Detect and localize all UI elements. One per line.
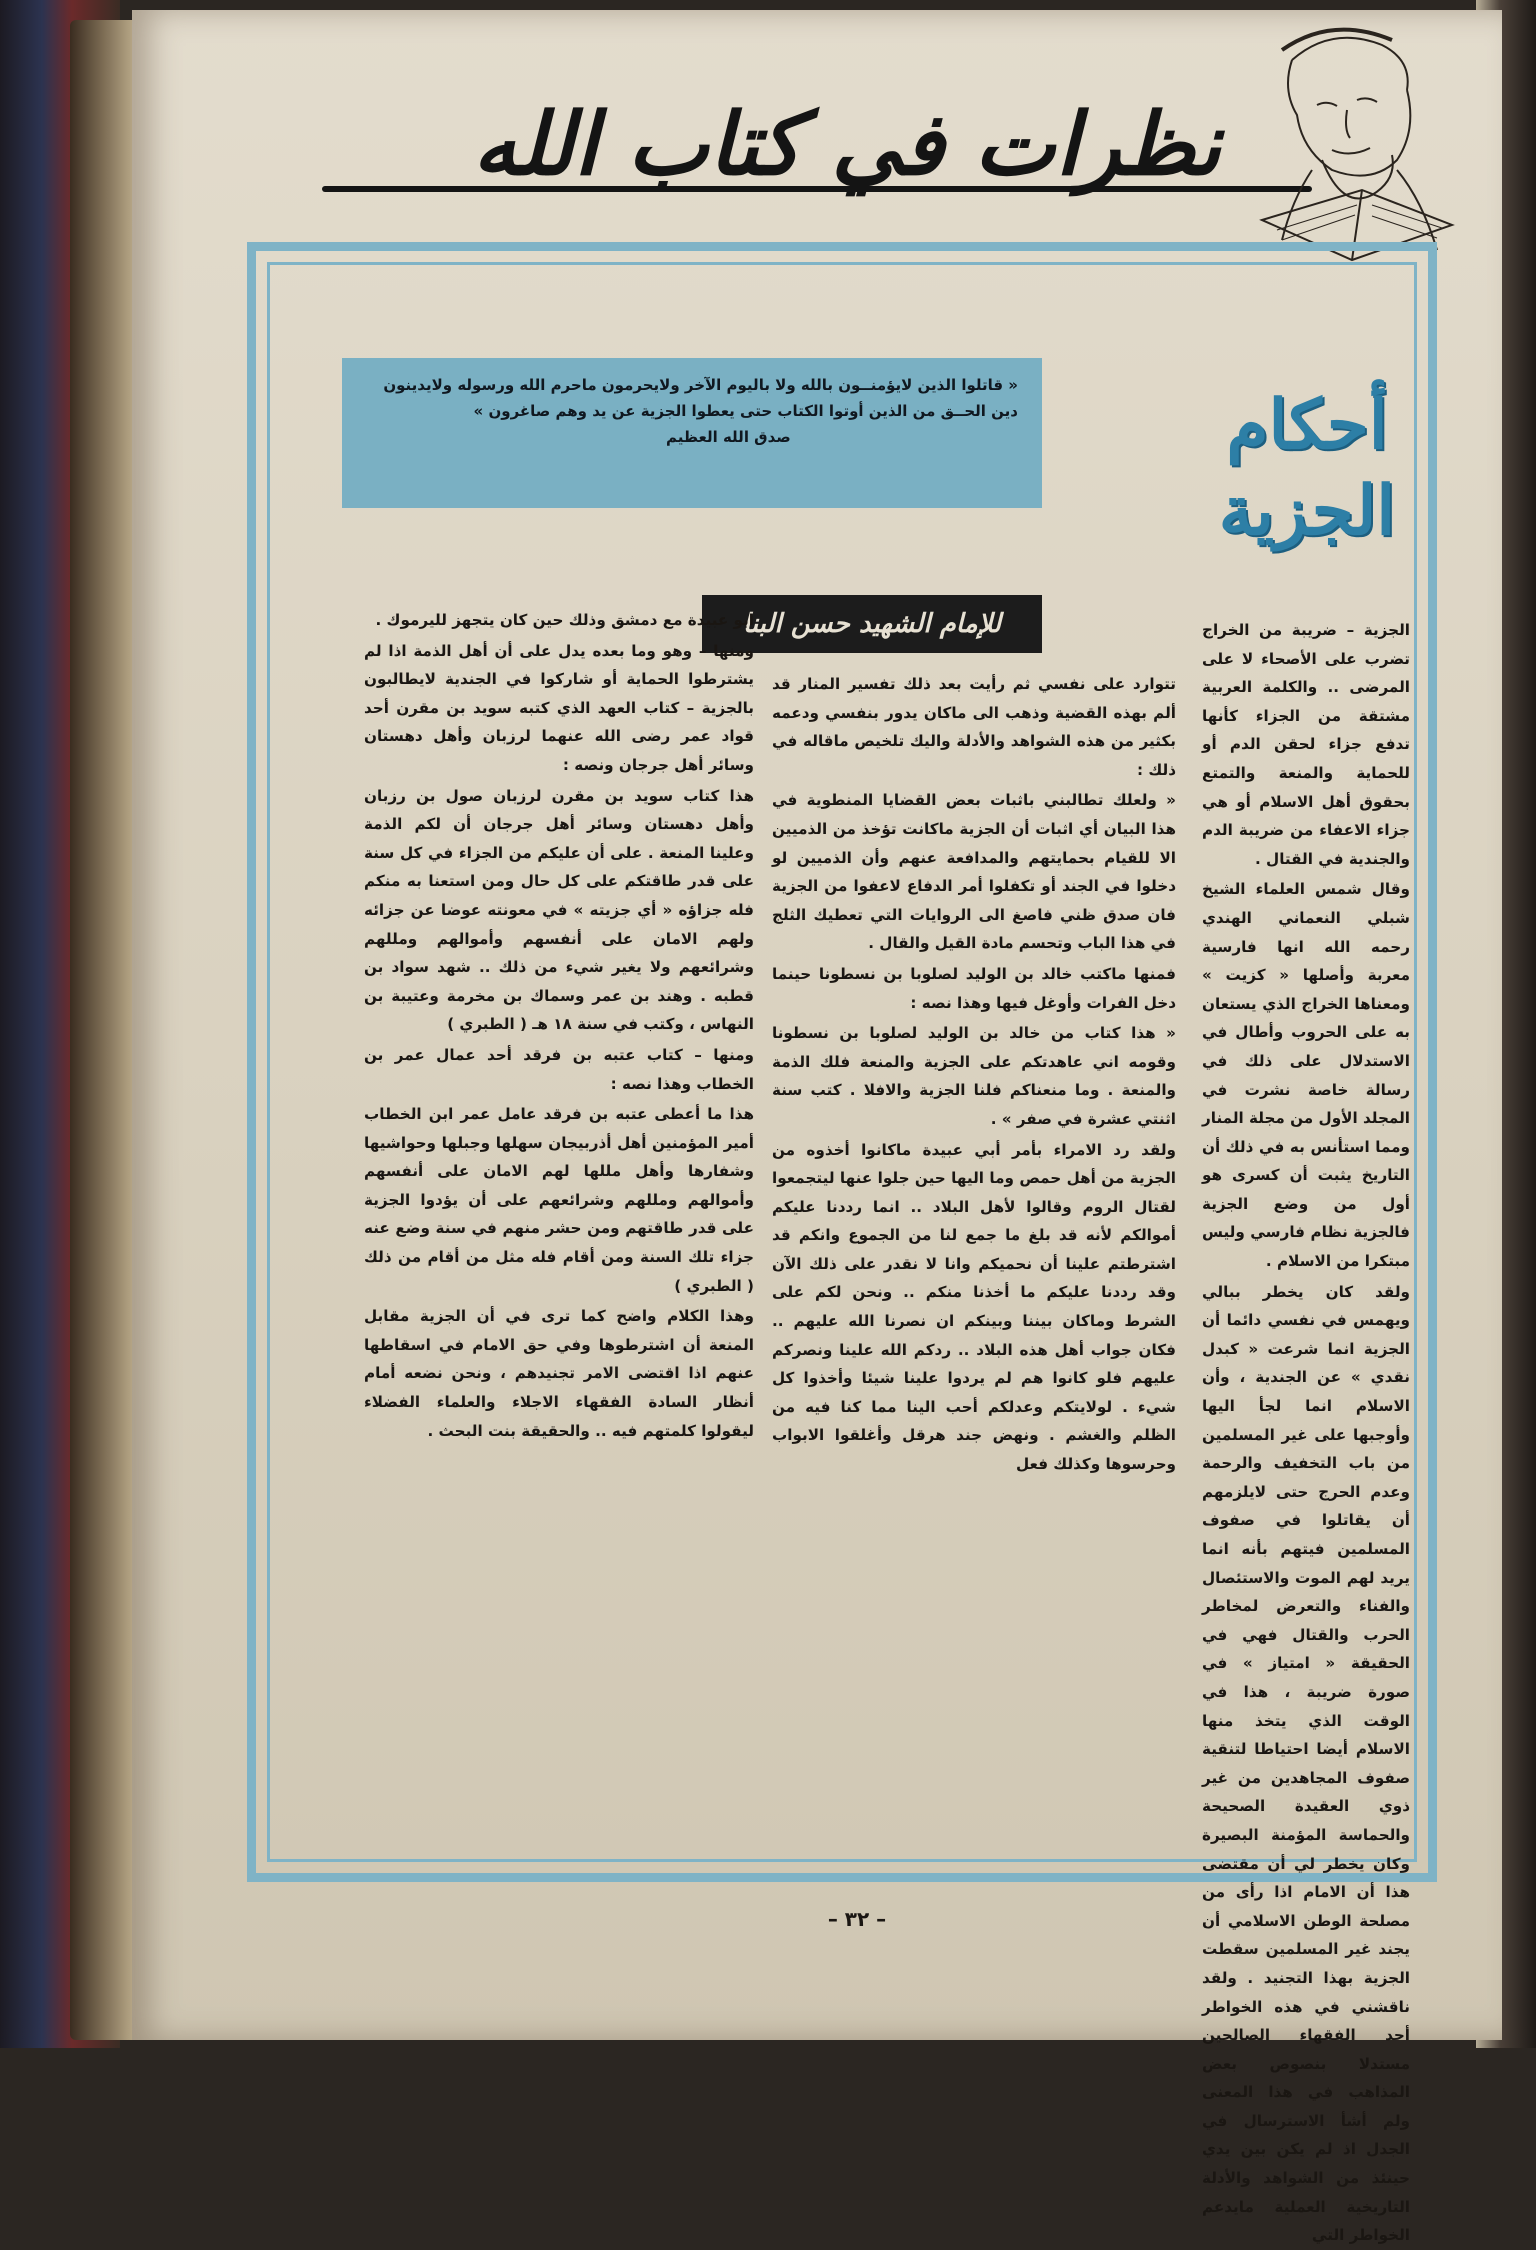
scholar-portrait-illustration [1222,20,1462,270]
page-header [322,90,1312,210]
quran-verse-text: « قاتلوا الذين لايؤمنــون بالله ولا باليوم الآخر ولايحرمون ماحرم الله ورسوله ولايدينون دين الحــق من الذين أوتوا الكتاب حتى يعطوا الجزية عن يد وهم صاغرون » [383,376,1018,420]
article-title-line-1: أحكام [1226,385,1388,465]
paragraph: هذا ما أعطى عتبه بن فرقد عامل عمر ابن الخطاب أمير المؤمنين أهل أذربيجان سهلها وجبلها وحواشيها وشفارها وأهل مللها لهم الامان على أنفسهم وأموالهم ومللهم وشرائعهم على أن يؤدوا الجزية على قدر طاقتهم ومن حشر منهم في سنة وضع عنه جزاء تلك السنة ومن أقام فله مثل من أقام من ذلك ( الطبري ) [364,1105,754,1295]
paragraph: « هذا كتاب من خالد بن الوليد لصلوبا بن نسطونا وقومه اني عاهدتكم على الجزية والمنعة فلك الذمة والمنعة . وما منعناكم فلنا الجزية والافلا . كتب سنة اثنتي عشرة في صفر » . [772,1024,1176,1128]
paragraph: وقال شمس العلماء الشيخ شبلي النعماني الهندي رحمه الله انها فارسية معربة وأصلها « كزيت » ومعناها الخراج الذي يستعان به على الحروب وأطال في الاستدلال على ذلك في رسالة خاصة نشرت في المجلد الأول من مجلة المنار ومما استأنس به في ذلك أن التاريخ يثبت أن كسرى هو أول من وضع الجزية فالجزية نظام فارسي وليس مبتكرا من الاسلام . [1202,880,1410,1271]
quran-verse-reference: صدق الله العظيم [666,428,791,446]
magazine-page [132,10,1502,2245]
text-column-right [1202,616,1410,2245]
author-byline: للإمام الشهيد حسن البنا [702,595,1042,653]
paragraph: فمنها ماكتب خالد بن الوليد لصلوبا بن نسطونا حينما دخل الفرات وأوغل فيها وهذا نصه : [772,964,1176,1012]
paragraph: ولقد رد الامراء بأمر أبي عبيدة ماكانوا أخذوه من الجزية من أهل حمص وما اليها حين جلوا عنها ليتجمعوا لقتال الروم وقالوا لأهل البلاد .. انما رددنا عليكم أموالكم لأنه قد بلغ ما جمع لنا من الجموع وانكم قد اشترطتم علينا أن نحميكم وانا لا نقدر على ذلك الآن وقد رددنا عليكم ما أخذنا منكم .. ونحن لكم على الشرط وماكان بيننا وبينكم ان نصرنا الله عليهم .. فكان جواب أهل هذه البلاد .. ردكم الله علينا ونصركم عليهم فلو كانوا هم لم يردوا علينا شيئا وأخذوا كل شيء . لولايتكم وعدلكم أحب الينا مما كنا فيه من الظلم والغشم . ونهض جند هرقل وأغلقوا الابواب وحرسوها وكذلك فعل [772,1140,1176,1474]
paragraph: الجزية – ضريبة من الخراج تضرب على الأصحاء لا على المرضى .. والكلمة العربية مشتقة من الجزاء كأنها تدفع جزاء لحقن الدم أو للحماية والمنعة والتمتع بحقوق أهل الاسلام أو هي جزاء الاعفاء من ضريبة الدم والجندية في القتال . [1202,621,1410,868]
article-title [1212,382,1402,562]
paragraph: ابو عبيدة مع دمشق وذلك حين كان يتجهز لليرموك . [375,611,754,629]
page-number: – ٣٢ – [827,1907,887,1931]
paragraph: تتوارد على نفسي ثم رأيت بعد ذلك تفسير المنار قد ألم بهذه القضية وذهب الى ماكان يدور بنفسي ودعمه بكثير من هذه الشواهد والأدلة واليك تلخيص ماقاله في ذلك : [772,675,1176,779]
quran-verse-box [342,358,1042,508]
page-title: نظرات في كتاب الله [472,94,1222,195]
text-column-middle [772,670,1176,1835]
paragraph: ولقد كان يخطر ببالي ويهمس في نفسي دائما أن الجزية انما شرعت « كبدل نقدي » عن الجندية ، وأن الاسلام انما لجأ اليها وأوجبها على غير المسلمين من باب التخفيف والرحمة وعدم الحرج حتى لايلزمهم أن يقاتلوا في صفوف المسلمين فيتهم بأنه انما يريد لهم الموت والاستئصال والفناء والتعرض لمخاطر الحرب والقتال فهي في الحقيقة « امتياز » في صورة ضريبة ، هذا في الوقت الذي يتخذ منها الاسلام أيضا احتياطا لتنقية صفوف المجاهدين من غير ذوي العقيدة الصحيحة والحماسة المؤمنة البصيرة وكان يخطر لي أن مقتضى هذا أن الامام اذا رأى من مصلحة الوطن الاسلامي أن يجند غير المسلمين سقطت الجزية بهذا التجنيد . ولقد ناقشني في هذه الخواطر أحد الفقهاء الصالحين مستدلا بنصوص بعض المذاهب في هذا المعنى ولم أشأ الاسترسال في الجدل اذ لم يكن بين يدي حينئذ من الشواهد والأدلة التاريخية العملية مايدعم الخواطر التي [1202,1282,1410,2245]
title-underline [322,186,1312,192]
text-column-left [364,606,754,1836]
paragraph: ومنها – كتاب عتبه بن فرقد أحد عمال عمر بن الخطاب وهذا نصه : [364,1045,754,1093]
paragraph: « ولعلك تطالبني باثبات بعض القضايا المنطوية في هذا البيان أي اثبات أن الجزية ماكانت تؤخذ من الذميين الا للقيام بحمايتهم والمدافعة عنهم وأن الذميين لو دخلوا في الجند أو تكفلوا أمر الدفاع لاعفوا من الجزية فان صدق ظني فاصغ الى الروايات التي تعطيك الثلج في هذا الباب وتحسم مادة القيل والقال . [772,791,1176,953]
paragraph: وهذا الكلام واضح كما ترى في أن الجزية مقابل المنعة أن اشترطوها وفي حق الامام في اسقاطها عنهم اذا اقتضى الامر تجنيدهم ، ونحن نضعه أمام أنظار السادة الفقهاء الاجلاء والعلماء الفضلاء ليقولوا كلمتهم فيه .. والحقيقة بنت البحث . [364,1307,754,1440]
article-title-line-2: الجزية [1218,471,1396,551]
paragraph: هذا كتاب سويد بن مقرن لرزبان صول بن رزبان وأهل دهستان وسائر أهل جرجان أن لكم الذمة وعلينا المنعة . على أن عليكم من الجزاء في كل سنة على قدر طاقتكم على كل حال ومن استعنا به منكم فله جزاؤه « أي جزيته » في معونته عوضا عن جزائه ولهم الامان على أنفسهم وأموالهم ومللهم وشرائعهم ولا يغير شيء من ذلك .. شهد سواد بن قطبه . وهند بن عمر وسماك بن مخرمة وعتيبة بن النهاس ، وكتب في سنة ١٨ هـ ( الطبري ) [364,786,754,1034]
paragraph: ومنها – وهو وما بعده يدل على أن أهل الذمة اذا لم يشترطوا الحماية أو شاركوا في الجندية لايطالبون بالجزية – كتاب العهد الذي كتبه سويد بن مقرن أحد قواد عمر رضى الله عنهما لرزبان وأهل دهستان وسائر أهل جرجان ونصه : [364,641,754,774]
